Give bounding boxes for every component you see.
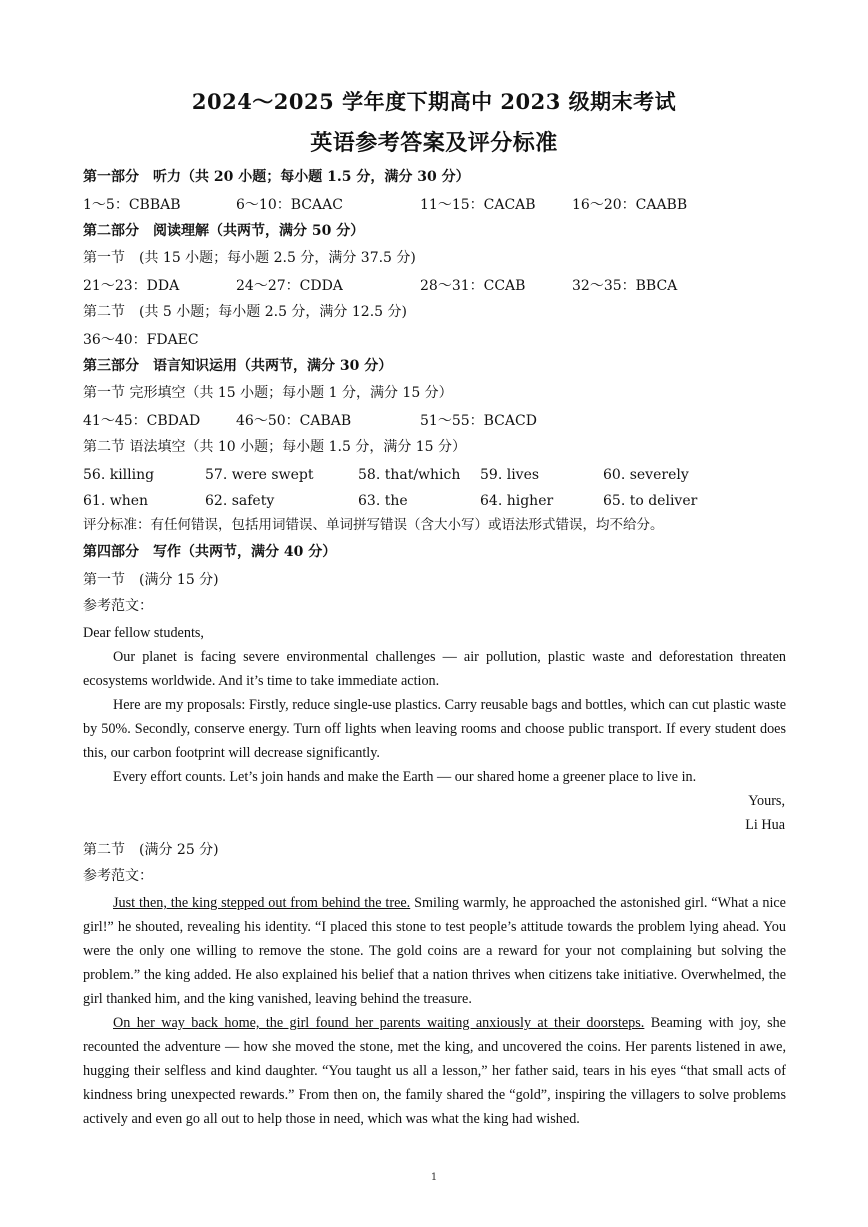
part4-sec1-heading: 第一节 (满分 15 分) [83,572,219,588]
grammar-answer: 61. when [83,493,149,509]
answer-group: 36～40：FDAEC [83,332,199,348]
part3-heading: 第三部分 语言知识运用（共两节，满分 30 分） [83,358,393,374]
page-number: 1 [430,1172,438,1183]
story-given-opening: Just then, the king stepped out from behind the tree. [113,895,411,911]
grammar-answer: 58. that/which [358,467,461,483]
grammar-answer: 65. to deliver [603,493,698,509]
answer-group: 28～31：CCAB [420,278,526,294]
story-paragraph [83,1011,786,1131]
answer-group: 51～55：BCACD [420,413,537,429]
grammar-answer: 59. lives [480,467,540,483]
letter-paragraph [83,693,786,765]
answer-group: 6～10：BCAAC [236,197,343,213]
answer-group: 11～15：CACAB [420,197,536,213]
grammar-answer: 64. higher [480,493,554,509]
answer-group: 16～20：CAABB [572,197,688,213]
letter-greeting: Dear fellow students, [83,625,204,641]
grammar-answer: 62. safety [205,493,275,509]
answer-group: 46～50：CABAB [236,413,352,429]
exam-title: 2024～2025 学年度下期高中 2023 级期末考试 [191,89,677,114]
answer-group: 24～27：CDDA [236,278,343,294]
answer-group: 1～5：CBBAB [83,197,181,213]
letter-signature: Li Hua [745,817,785,833]
grammar-answer: 56. killing [83,467,155,483]
grammar-answer: 57. were swept [205,467,314,483]
letter-closing: Yours, [748,793,785,809]
part4-sec2-heading: 第二节 (满分 25 分) [83,842,219,858]
part3-sec2-heading: 第二节 语法填空（共 10 小题；每小题 1.5 分，满分 15 分） [83,439,467,455]
letter-paragraph [83,645,786,693]
letter-paragraph-text: Here are my proposals: Firstly, reduce single-use plastics. Carry reusable bags and bottles, which can cut plastic waste by 50%. Secondly, conserve energy. Turn off lights when leaving rooms and choose public transport. If every student does this, our carbon footprint will decrease significantly. [83,697,786,761]
part1-heading: 第一部分 听力（共 20 小题；每小题 1.5 分，满分 30 分） [83,169,470,185]
story-paragraph-text: Beaming with joy, she recounted the adventure — how she moved the stone, met the king, and uncovered the coins. Her parents listened in awe, hugging their selfless and kind daughter. “You taught us all a lesson,” her father said, tears in his eyes “that small acts of kindness bring unexpected rewards.” From then on, the family shared the “gold”, inspiring the villagers to solve problems actively and even go all out to help those in need, which was what the king had wished. [83,1015,786,1127]
answer-group: 41～45：CBDAD [83,413,201,429]
letter-paragraph-text: Every effort counts. Let’s join hands and make the Earth — our shared home a greener place to live in. [113,769,697,785]
letter-paragraph-text: Our planet is facing severe environmental challenges — air pollution, plastic waste and deforestation threaten ecosystems worldwide. And it’s time to take immediate action. [83,649,786,689]
part2-sec1-heading: 第一节 (共 15 小题；每小题 2.5 分，满分 37.5 分) [83,250,416,266]
scoring-note: 评分标准：有任何错误，包括用词错误、单词拼写错误（含大小写）或语法形式错误，均不给分。 [83,517,664,533]
story-given-opening: On her way back home, the girl found her parents waiting anxiously at their doorsteps. [113,1015,645,1031]
answer-key-subtitle: 英语参考答案及评分标准 [310,130,558,156]
part3-sec1-heading: 第一节 完形填空（共 15 小题；每小题 1 分，满分 15 分） [83,385,453,401]
answer-group: 21～23：DDA [83,278,180,294]
story-paragraph-text: Smiling warmly, he approached the astonished girl. “What a nice girl!” he shouted, revealing his identity. “I placed this stone to test people’s attitude towards the problem lying ahead. You were the only one willing to remove the stone. The gold coins are a reward for your not complaining but solving the problem.” the king added. He also explained his belief that a nation thrives when citizens take initiative. Overwhelmed, the girl thanked him, and the king vanished, leaving behind the treasure. [83,895,786,1007]
story-paragraph [83,891,786,1011]
grammar-answer: 60. severely [603,467,689,483]
part2-heading: 第二部分 阅读理解（共两节，满分 50 分） [83,223,365,239]
part4-heading: 第四部分 写作（共两节，满分 40 分） [83,544,337,560]
part2-sec2-heading: 第二节 (共 5 小题；每小题 2.5 分，满分 12.5 分) [83,304,407,320]
answer-group: 32～35：BBCA [572,278,678,294]
grammar-answer: 63. the [358,493,408,509]
sample-essay-label: 参考范文： [83,868,153,884]
sample-essay-label: 参考范文： [83,598,153,614]
letter-paragraph [83,765,786,789]
